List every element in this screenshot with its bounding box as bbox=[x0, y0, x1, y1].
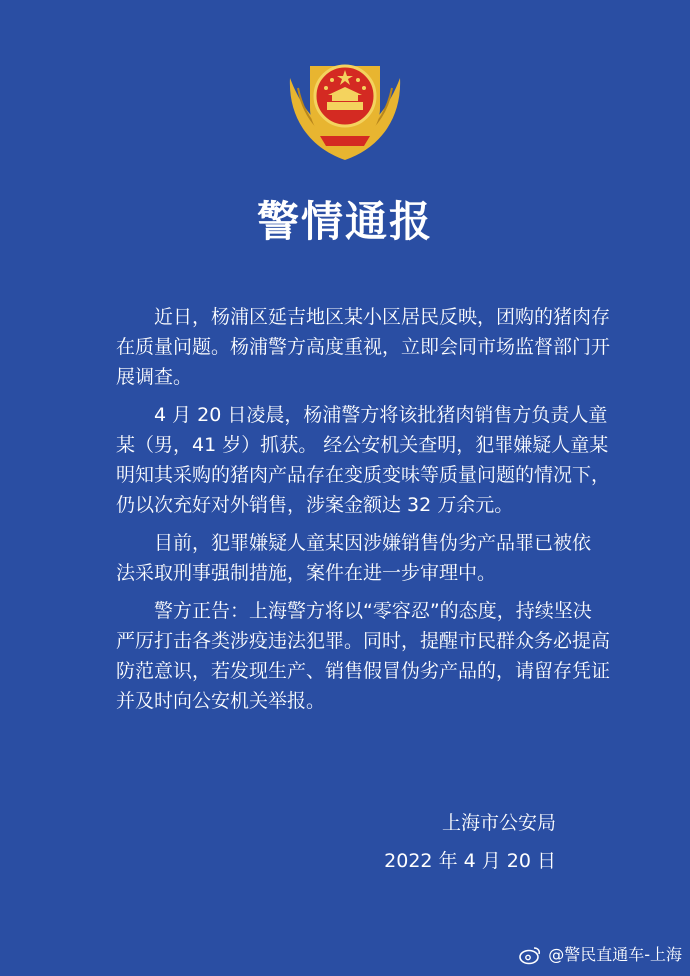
body-line: 并及时向公安机关举报。 bbox=[116, 690, 326, 712]
page-title: 警情通报 bbox=[256, 197, 433, 246]
body-line: 明知其采购的猪肉产品存在变质变味等质量问题的情况下， bbox=[116, 464, 611, 486]
body-line: 防范意识，若发现生产、销售假冒伪劣产品的，请留存凭证 bbox=[116, 660, 611, 682]
body-line: 某（男，41 岁）抓获。 经公安机关查明，犯罪嫌疑人童某 bbox=[116, 434, 609, 456]
issue-date: 2022 年 4 月 20 日 bbox=[384, 850, 556, 872]
issuing-organization: 上海市公安局 bbox=[441, 812, 556, 834]
police-emblem-icon bbox=[280, 48, 410, 166]
body-line: 仍以次充好对外销售，涉案金额达 32 万余元。 bbox=[116, 494, 514, 516]
notice-body bbox=[116, 302, 616, 716]
body-line: 在质量问题。杨浦警方高度重视，立即会同市场监督部门开 bbox=[116, 336, 611, 358]
watermark-text: @警民直通车-上海 bbox=[548, 945, 682, 964]
body-line: 展调查。 bbox=[116, 366, 193, 388]
body-line: 目前，犯罪嫌疑人童某因涉嫌销售伪劣产品罪已被依 bbox=[154, 532, 592, 554]
weibo-watermark bbox=[518, 944, 682, 966]
body-line: 警方正告：上海警方将以“零容忍”的态度，持续坚决 bbox=[154, 600, 592, 622]
signoff bbox=[384, 808, 556, 876]
body-line: 法采取刑事强制措施，案件在进一步审理中。 bbox=[116, 562, 497, 584]
body-line: 4 月 20 日凌晨，杨浦警方将该批猪肉销售方负责人童 bbox=[154, 404, 608, 426]
weibo-icon bbox=[518, 945, 542, 965]
body-line: 近日，杨浦区延吉地区某小区居民反映，团购的猪肉存 bbox=[154, 306, 611, 328]
body-line: 严厉打击各类涉疫违法犯罪。同时，提醒市民群众务必提高 bbox=[116, 630, 611, 652]
